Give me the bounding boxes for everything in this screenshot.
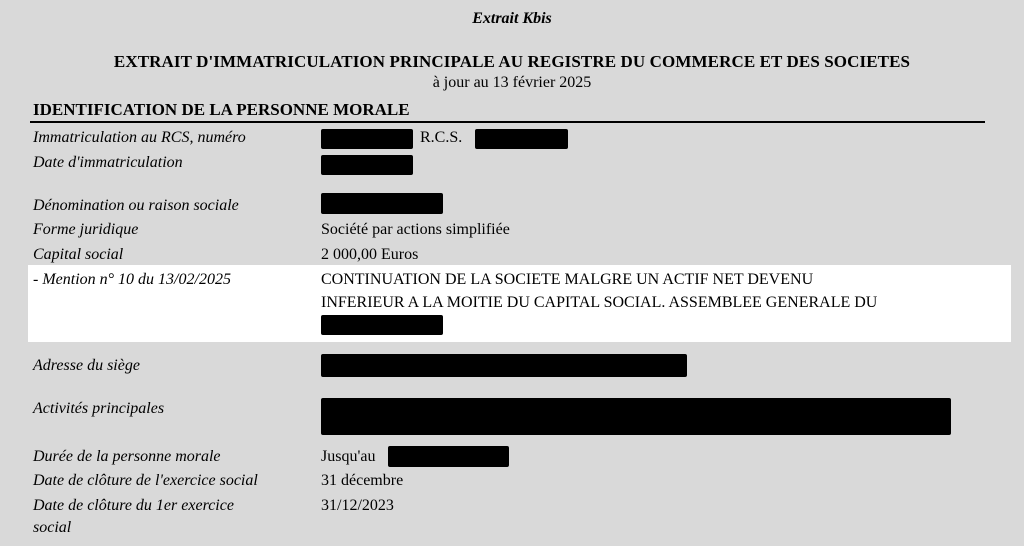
- first-fiscal-year-end-label-line-2: social: [33, 519, 72, 536]
- redacted-rcs-number: [321, 129, 413, 149]
- legal-form-value: Société par actions simplifiée: [321, 221, 510, 238]
- document-type-title: Extrait Kbis: [472, 10, 552, 27]
- head-office-address-label: Adresse du siège: [33, 357, 140, 374]
- section-divider: [30, 121, 985, 123]
- redacted-company-name: [321, 193, 443, 214]
- redacted-head-office-address: [321, 354, 687, 377]
- mention-text-line-2: INFERIEUR A LA MOITIE DU CAPITAL SOCIAL. ASSEMBLEE GENERALE DU: [321, 294, 878, 311]
- share-capital-value: 2 000,00 Euros: [321, 246, 419, 263]
- document-date-subtitle: à jour au 13 février 2025: [432, 74, 592, 91]
- registration-date-label: Date d'immatriculation: [33, 154, 183, 171]
- first-fiscal-year-end-label-line-1: Date de clôture du 1er exercice: [33, 497, 234, 514]
- company-duration-label: Durée de la personne morale: [33, 448, 221, 465]
- section-heading: IDENTIFICATION DE LA PERSONNE MORALE: [33, 100, 410, 119]
- legal-form-label: Forme juridique: [33, 221, 139, 238]
- share-capital-label: Capital social: [33, 246, 124, 263]
- company-name-label: Dénomination ou raison sociale: [33, 197, 239, 214]
- redacted-rcs-city: [475, 129, 568, 149]
- main-activities-label: Activités principales: [33, 400, 165, 417]
- redacted-main-activities: [321, 398, 951, 435]
- fiscal-year-end-label: Date de clôture de l'exercice social: [33, 472, 258, 489]
- rcs-number-label: Immatriculation au RCS, numéro: [33, 129, 246, 146]
- redacted-assembly-date: [321, 315, 443, 335]
- company-duration-prefix: Jusqu'au: [321, 448, 376, 465]
- fiscal-year-end-value: 31 décembre: [321, 472, 404, 489]
- mention-text-line-1: CONTINUATION DE LA SOCIETE MALGRE UN ACTIF NET DEVENU: [321, 271, 814, 288]
- redacted-company-end-date: [388, 446, 509, 467]
- mention-label: - Mention n° 10 du 13/02/2025: [33, 271, 231, 288]
- rcs-mid-text: R.C.S.: [420, 129, 463, 146]
- document-main-title: EXTRAIT D'IMMATRICULATION PRINCIPALE AU REGISTRE DU COMMERCE ET DES SOCIETES: [113, 52, 911, 71]
- first-fiscal-year-end-value: 31/12/2023: [321, 497, 394, 514]
- redacted-registration-date: [321, 155, 413, 175]
